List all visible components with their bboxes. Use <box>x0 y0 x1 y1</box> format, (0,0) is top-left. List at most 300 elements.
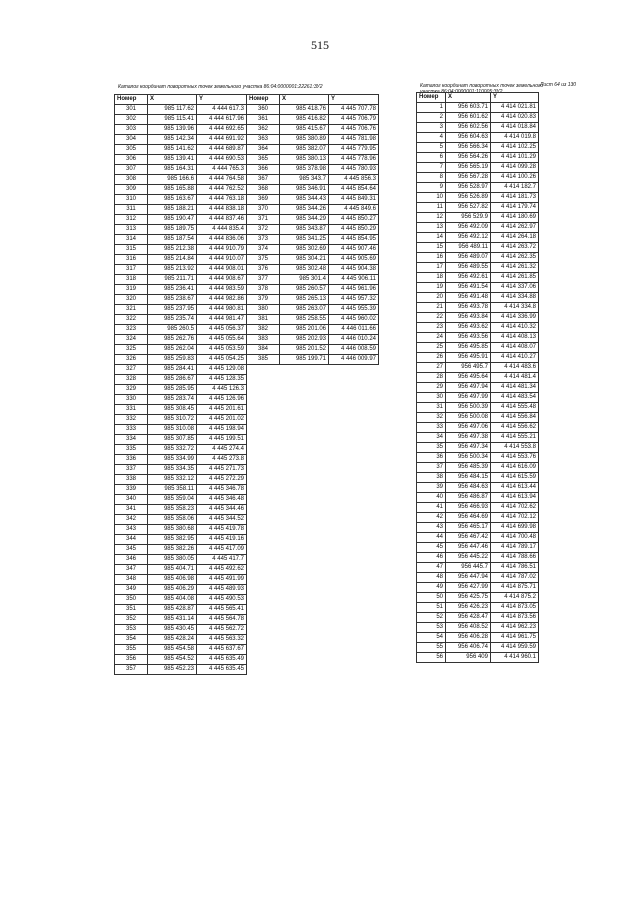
table-row <box>417 273 539 283</box>
coord-y: 4 445 905.69 <box>329 255 379 265</box>
point-number: 352 <box>115 615 148 625</box>
table-row <box>115 255 379 265</box>
empty-cell <box>247 455 379 465</box>
coord-y: 4 444 692.65 <box>197 125 247 135</box>
coord-x: 956 427.99 <box>446 583 491 593</box>
point-number: 42 <box>417 513 446 523</box>
coord-x: 956 486.87 <box>446 493 491 503</box>
coord-x: 985 236.41 <box>148 285 197 295</box>
coord-x: 956 492.12 <box>446 233 491 243</box>
point-number: 318 <box>115 275 148 285</box>
coord-y: 4 414 262.97 <box>491 223 539 233</box>
table-row <box>417 423 539 433</box>
coord-y: 4 445 856.3 <box>329 175 379 185</box>
empty-cell <box>247 415 379 425</box>
coord-y: 4 445 565.41 <box>197 605 247 615</box>
point-number: 20 <box>417 293 446 303</box>
point-number: 10 <box>417 193 446 203</box>
point-number: 48 <box>417 573 446 583</box>
header-y: Y <box>329 95 379 105</box>
table-row <box>417 573 539 583</box>
point-number: 350 <box>115 595 148 605</box>
table-row <box>115 555 379 565</box>
point-number: 34 <box>417 433 446 443</box>
table-row <box>417 643 539 653</box>
table-row <box>115 395 379 405</box>
coord-y: 4 414 556.62 <box>491 423 539 433</box>
table-row <box>417 153 539 163</box>
point-number: 333 <box>115 425 148 435</box>
table-row <box>417 373 539 383</box>
table-row <box>115 595 379 605</box>
coord-x: 956 497.06 <box>446 423 491 433</box>
coord-x: 985 189.75 <box>148 225 197 235</box>
point-number: 323 <box>115 325 148 335</box>
coord-x: 985 380.68 <box>148 525 197 535</box>
coord-x: 985 304.21 <box>280 255 329 265</box>
point-number: 45 <box>417 543 446 553</box>
point-number: 320 <box>115 295 148 305</box>
coord-y: 4 445 706.79 <box>329 115 379 125</box>
coord-y: 4 414 700.48 <box>491 533 539 543</box>
table-row <box>417 493 539 503</box>
right-catalog-caption: Каталог координат поворотных точек земельного участка 86:04:0000001:110005:ЗУ2 <box>420 83 544 95</box>
table-row <box>417 513 539 523</box>
coord-y: 4 445 955.39 <box>329 305 379 315</box>
coord-x: 985 163.67 <box>148 195 197 205</box>
coord-y: 4 445 491.99 <box>197 575 247 585</box>
coord-x: 985 199.71 <box>280 355 329 365</box>
coord-y: 4 444 762.52 <box>197 185 247 195</box>
coord-y: 4 445 199.51 <box>197 435 247 445</box>
table-row <box>115 505 379 515</box>
coord-y: 4 444 765.3 <box>197 165 247 175</box>
coord-y: 4 414 961.75 <box>491 633 539 643</box>
empty-cell <box>247 505 379 515</box>
coord-x: 985 139.41 <box>148 155 197 165</box>
point-number: 301 <box>115 105 148 115</box>
point-number: 341 <box>115 505 148 515</box>
table-row <box>115 155 379 165</box>
header-y: Y <box>491 93 539 103</box>
coord-x: 985 344.26 <box>280 205 329 215</box>
point-number: 382 <box>247 325 280 335</box>
table-row <box>417 653 539 663</box>
point-number: 370 <box>247 205 280 215</box>
coord-x: 956 426.23 <box>446 603 491 613</box>
empty-cell <box>247 435 379 445</box>
point-number: 23 <box>417 323 446 333</box>
coord-y: 4 445 273.8 <box>197 455 247 465</box>
table-row <box>417 453 539 463</box>
coord-x: 956 493.84 <box>446 313 491 323</box>
point-number: 40 <box>417 493 446 503</box>
table-row <box>115 525 379 535</box>
table-row <box>115 645 379 655</box>
empty-cell <box>247 475 379 485</box>
point-number: 50 <box>417 593 446 603</box>
empty-cell <box>247 575 379 585</box>
coord-y: 4 445 637.67 <box>197 645 247 655</box>
point-number: 368 <box>247 185 280 195</box>
coord-x: 985 302.69 <box>280 245 329 255</box>
coord-y: 4 414 099.28 <box>491 163 539 173</box>
empty-cell <box>247 425 379 435</box>
table-row <box>115 145 379 155</box>
point-number: 337 <box>115 465 148 475</box>
table-row <box>115 355 379 365</box>
table-row <box>115 275 379 285</box>
coord-x: 985 212.38 <box>148 245 197 255</box>
coord-y: 4 444 690.53 <box>197 155 247 165</box>
coord-x: 956 500.34 <box>446 453 491 463</box>
coord-y: 4 445 706.76 <box>329 125 379 135</box>
coord-y: 4 445 055.64 <box>197 335 247 345</box>
table-row <box>417 333 539 343</box>
coord-x: 985 416.82 <box>280 115 329 125</box>
table-row <box>115 335 379 345</box>
coord-x: 956 466.93 <box>446 503 491 513</box>
table-row <box>115 295 379 305</box>
coord-y: 4 414 410.32 <box>491 323 539 333</box>
coord-x: 985 201.06 <box>280 325 329 335</box>
coord-y: 4 414 483.6 <box>491 363 539 373</box>
coord-y: 4 445 346.78 <box>197 485 247 495</box>
coord-x: 985 142.34 <box>148 135 197 145</box>
point-number: 336 <box>115 455 148 465</box>
point-number: 18 <box>417 273 446 283</box>
coord-x: 985 284.41 <box>148 365 197 375</box>
empty-cell <box>247 525 379 535</box>
point-number: 21 <box>417 303 446 313</box>
table-row <box>115 195 379 205</box>
point-number: 39 <box>417 483 446 493</box>
table-row <box>115 175 379 185</box>
coord-y: 4 445 707.78 <box>329 105 379 115</box>
point-number: 313 <box>115 225 148 235</box>
coord-x: 985 452.23 <box>148 665 197 675</box>
table-row <box>115 605 379 615</box>
coord-y: 4 414 334.88 <box>491 293 539 303</box>
empty-cell <box>247 495 379 505</box>
coord-x: 956 500.39 <box>446 403 491 413</box>
point-number: 311 <box>115 205 148 215</box>
coord-x: 985 310.72 <box>148 415 197 425</box>
coord-x: 956 493.56 <box>446 333 491 343</box>
coord-x: 956 491.48 <box>446 293 491 303</box>
coord-x: 956 564.26 <box>446 153 491 163</box>
coord-x: 985 358.11 <box>148 485 197 495</box>
coord-y: 4 414 102.25 <box>491 143 539 153</box>
table-row <box>115 455 379 465</box>
point-number: 53 <box>417 623 446 633</box>
coord-y: 4 444 835.4 <box>197 225 247 235</box>
table-row <box>115 135 379 145</box>
table-row <box>417 503 539 513</box>
coord-y: 4 445 492.62 <box>197 565 247 575</box>
point-number: 306 <box>115 155 148 165</box>
point-number: 380 <box>247 305 280 315</box>
table-row <box>115 515 379 525</box>
point-number: 22 <box>417 313 446 323</box>
point-number: 347 <box>115 565 148 575</box>
table-row <box>115 245 379 255</box>
coord-x: 985 188.21 <box>148 205 197 215</box>
coord-y: 4 445 417.7 <box>197 555 247 565</box>
table-row <box>115 535 379 545</box>
point-number: 3 <box>417 123 446 133</box>
table-row <box>417 103 539 113</box>
coord-x: 985 213.92 <box>148 265 197 275</box>
coord-x: 985 430.45 <box>148 625 197 635</box>
table-row <box>417 563 539 573</box>
point-number: 371 <box>247 215 280 225</box>
empty-cell <box>247 395 379 405</box>
coord-y: 4 414 018.84 <box>491 123 539 133</box>
empty-cell <box>247 595 379 605</box>
coord-y: 4 414 960.1 <box>491 653 539 663</box>
table-row <box>115 165 379 175</box>
point-number: 15 <box>417 243 446 253</box>
coord-x: 956 428.47 <box>446 613 491 623</box>
coord-y: 4 414 264.18 <box>491 233 539 243</box>
point-number: 56 <box>417 653 446 663</box>
table-row <box>115 235 379 245</box>
left-coordinates-table <box>114 94 379 675</box>
point-number: 356 <box>115 655 148 665</box>
empty-cell <box>247 545 379 555</box>
coord-y: 4 414 702.62 <box>491 503 539 513</box>
coord-x: 985 332.12 <box>148 475 197 485</box>
coord-y: 4 414 180.69 <box>491 213 539 223</box>
empty-cell <box>247 465 379 475</box>
coord-x: 985 259.83 <box>148 355 197 365</box>
point-number: 47 <box>417 563 446 573</box>
coord-y: 4 445 274.4 <box>197 445 247 455</box>
point-number: 302 <box>115 115 148 125</box>
coord-y: 4 444 910.07 <box>197 255 247 265</box>
point-number: 32 <box>417 413 446 423</box>
empty-cell <box>247 565 379 575</box>
point-number: 24 <box>417 333 446 343</box>
table-row <box>115 495 379 505</box>
point-number: 310 <box>115 195 148 205</box>
coord-x: 985 301.4 <box>280 275 329 285</box>
coord-y: 4 445 201.02 <box>197 415 247 425</box>
point-number: 330 <box>115 395 148 405</box>
table-row <box>115 185 379 195</box>
coord-y: 4 414 702.12 <box>491 513 539 523</box>
coord-x: 985 262.76 <box>148 335 197 345</box>
coord-x: 956 497.34 <box>446 443 491 453</box>
point-number: 362 <box>247 125 280 135</box>
table-row <box>115 665 379 675</box>
coord-x: 956 489.55 <box>446 263 491 273</box>
point-number: 308 <box>115 175 148 185</box>
coord-y: 4 414 181.73 <box>491 193 539 203</box>
coord-x: 985 344.29 <box>280 215 329 225</box>
coord-y: 4 414 263.72 <box>491 243 539 253</box>
table-row <box>417 143 539 153</box>
coord-y: 4 414 262.35 <box>491 253 539 263</box>
point-number: 1 <box>417 103 446 113</box>
coord-y: 4 445 344.46 <box>197 505 247 515</box>
coord-y: 4 444 764.58 <box>197 175 247 185</box>
coord-x: 985 382.26 <box>148 545 197 555</box>
table-row <box>115 415 379 425</box>
point-number: 385 <box>247 355 280 365</box>
coord-y: 4 445 779.95 <box>329 145 379 155</box>
coord-y: 4 414 553.8 <box>491 443 539 453</box>
table-row <box>417 623 539 633</box>
coord-x: 985 346.91 <box>280 185 329 195</box>
coord-y: 4 414 408.13 <box>491 333 539 343</box>
coord-y: 4 445 053.59 <box>197 345 247 355</box>
point-number: 331 <box>115 405 148 415</box>
table-row <box>417 543 539 553</box>
coord-y: 4 445 850.27 <box>329 215 379 225</box>
point-number: 375 <box>247 255 280 265</box>
table-row <box>417 483 539 493</box>
coord-x: 985 404.71 <box>148 565 197 575</box>
point-number: 26 <box>417 353 446 363</box>
coord-x: 985 258.55 <box>280 315 329 325</box>
point-number: 361 <box>247 115 280 125</box>
coord-x: 985 260.57 <box>280 285 329 295</box>
coord-x: 956 567.28 <box>446 173 491 183</box>
coord-y: 4 414 786.51 <box>491 563 539 573</box>
table-row <box>417 583 539 593</box>
table-row <box>417 223 539 233</box>
coord-x: 985 211.71 <box>148 275 197 285</box>
table-row <box>417 283 539 293</box>
coord-y: 4 446 009.97 <box>329 355 379 365</box>
coord-x: 985 117.62 <box>148 105 197 115</box>
table-row <box>417 633 539 643</box>
coord-y: 4 444 838.18 <box>197 205 247 215</box>
coord-y: 4 445 129.08 <box>197 365 247 375</box>
table-row <box>417 353 539 363</box>
coord-y: 4 414 555.48 <box>491 403 539 413</box>
table-row <box>417 363 539 373</box>
coord-x: 985 404.08 <box>148 595 197 605</box>
point-number: 11 <box>417 203 446 213</box>
point-number: 8 <box>417 173 446 183</box>
point-number: 5 <box>417 143 446 153</box>
coord-x: 985 262.04 <box>148 345 197 355</box>
coord-y: 4 414 789.17 <box>491 543 539 553</box>
point-number: 343 <box>115 525 148 535</box>
coord-y: 4 445 906.11 <box>329 275 379 285</box>
table-row <box>417 263 539 273</box>
table-row <box>417 193 539 203</box>
coord-x: 956 527.82 <box>446 203 491 213</box>
coord-y: 4 444 983.59 <box>197 285 247 295</box>
coord-x: 956 465.17 <box>446 523 491 533</box>
coord-x: 985 141.62 <box>148 145 197 155</box>
coord-x: 956 565.19 <box>446 163 491 173</box>
table-row <box>115 345 379 355</box>
coord-y: 4 444 982.86 <box>197 295 247 305</box>
point-number: 17 <box>417 263 446 273</box>
point-number: 46 <box>417 553 446 563</box>
coord-y: 4 414 410.27 <box>491 353 539 363</box>
point-number: 335 <box>115 445 148 455</box>
coord-y: 4 446 010.24 <box>329 335 379 345</box>
coord-x: 956 425.75 <box>446 593 491 603</box>
empty-cell <box>247 555 379 565</box>
table-row <box>417 593 539 603</box>
coord-y: 4 444 980.81 <box>197 305 247 315</box>
empty-cell <box>247 645 379 655</box>
header-number: Номер <box>247 95 280 105</box>
table-row <box>417 413 539 423</box>
empty-cell <box>247 615 379 625</box>
table-row <box>417 253 539 263</box>
coord-y: 4 414 873.05 <box>491 603 539 613</box>
table-row <box>417 213 539 223</box>
coord-y: 4 414 179.74 <box>491 203 539 213</box>
coord-x: 985 308.45 <box>148 405 197 415</box>
coord-x: 985 164.31 <box>148 165 197 175</box>
table-header-row <box>417 93 539 103</box>
coord-x: 956 497.99 <box>446 393 491 403</box>
coord-y: 4 444 617.3 <box>197 105 247 115</box>
coord-y: 4 414 021.81 <box>491 103 539 113</box>
coord-y: 4 445 849.6 <box>329 205 379 215</box>
coord-y: 4 445 957.32 <box>329 295 379 305</box>
table-row <box>417 303 539 313</box>
coord-y: 4 445 126.3 <box>197 385 247 395</box>
point-number: 381 <box>247 315 280 325</box>
coord-x: 956 495.64 <box>446 373 491 383</box>
table-row <box>417 403 539 413</box>
coord-y: 4 444 908.01 <box>197 265 247 275</box>
point-number: 367 <box>247 175 280 185</box>
coord-x: 956 492.09 <box>446 223 491 233</box>
table-row <box>115 565 379 575</box>
coord-x: 956 464.69 <box>446 513 491 523</box>
point-number: 346 <box>115 555 148 565</box>
sheet-label: Лист 64 из 130 <box>540 82 577 88</box>
table-row <box>115 485 379 495</box>
point-number: 324 <box>115 335 148 345</box>
table-row <box>417 473 539 483</box>
coord-y: 4 414 616.09 <box>491 463 539 473</box>
coord-x: 985 359.04 <box>148 495 197 505</box>
point-number: 364 <box>247 145 280 155</box>
point-number: 372 <box>247 225 280 235</box>
left-catalog-caption: Каталог координат поворотных точек земельного участка 86:04:0000001:22261:ЗУ2 <box>118 84 323 90</box>
point-number: 338 <box>115 475 148 485</box>
coord-x: 985 341.25 <box>280 235 329 245</box>
coord-x: 985 310.08 <box>148 425 197 435</box>
coord-x: 985 201.52 <box>280 345 329 355</box>
coord-x: 985 190.47 <box>148 215 197 225</box>
coord-x: 956 495.91 <box>446 353 491 363</box>
coord-y: 4 445 564.78 <box>197 615 247 625</box>
coord-x: 985 334.99 <box>148 455 197 465</box>
coord-x: 985 260.5 <box>148 325 197 335</box>
coord-y: 4 414 787.02 <box>491 573 539 583</box>
coord-y: 4 414 553.76 <box>491 453 539 463</box>
coord-y: 4 414 875.71 <box>491 583 539 593</box>
table-row <box>115 615 379 625</box>
table-row <box>115 425 379 435</box>
empty-cell <box>247 385 379 395</box>
coord-y: 4 414 615.59 <box>491 473 539 483</box>
coord-y: 4 444 763.18 <box>197 195 247 205</box>
